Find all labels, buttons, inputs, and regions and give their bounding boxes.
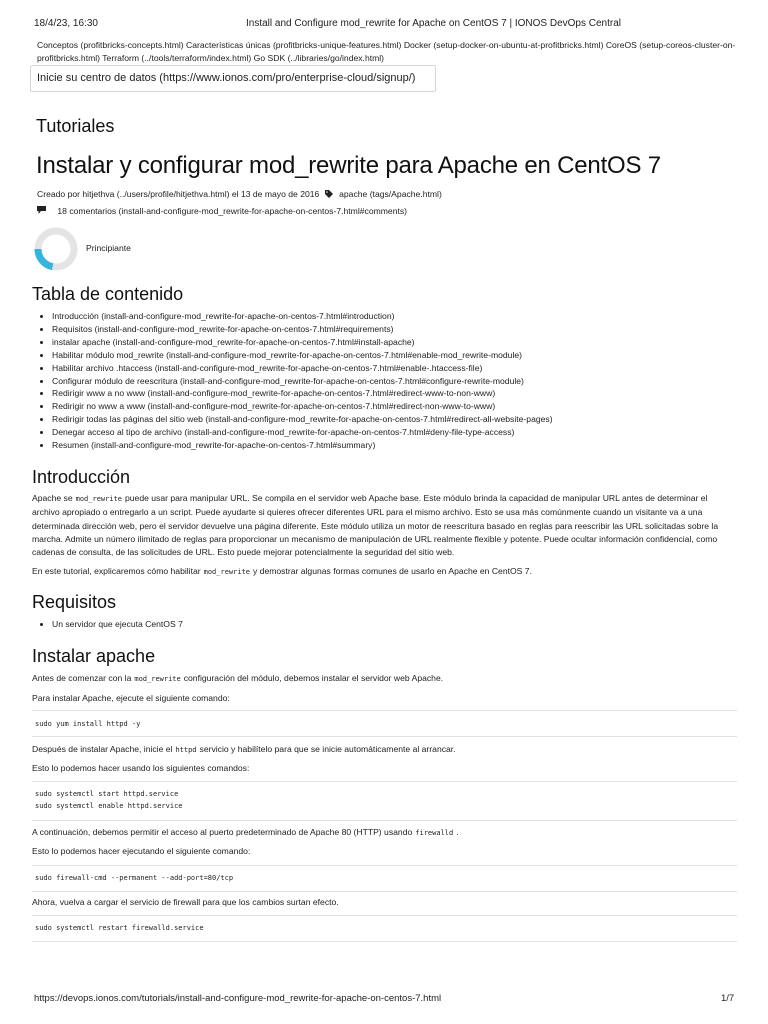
install-paragraph: A continuación, debemos permitir el acceso al puerto predeterminado de Apache 80 (HTTP) usando firewalld . [32, 827, 459, 837]
install-paragraph: Después de instalar Apache, inicie el httpd servicio y habilítelo para que se inicie automáticamente al arrancar. [32, 744, 456, 754]
signup-button[interactable] [30, 65, 436, 92]
toc-item[interactable]: • Introducción (install-and-configure-mod_rewrite-for-apache-on-centos-7.html#introduction) [52, 310, 553, 323]
section-kicker: Tutoriales [36, 116, 115, 136]
inline-code: mod_rewrite [134, 675, 181, 683]
install-paragraph: Ahora, vuelva a cargar el servicio de firewall para que los cambios surtan efecto. [32, 897, 339, 907]
difficulty-gauge [34, 227, 78, 276]
difficulty-arc [38, 249, 53, 267]
toc-item[interactable]: • Redirigir no www a www (install-and-configure-mod_rewrite-for-apache-on-centos-7.html#redirect-non-www-to-www) [52, 400, 553, 413]
signup-label: Inicie su centro de datos (https://www.ionos.com/pro/enterprise-cloud/signup/) [37, 72, 416, 84]
nav-link-features[interactable]: Características únicas (profitbricks-unique-features.html) [186, 40, 402, 50]
intro-paragraph-2: En este tutorial, explicaremos cómo habilitar mod_rewrite y demostrar algunas formas comunes de usarlo en Apache en CentOS 7. [32, 566, 532, 576]
nav-link-go-sdk[interactable]: Go SDK (../libraries/go/index.html) [253, 52, 385, 63]
print-datetime: 18/4/23, 16:30 [34, 18, 98, 29]
toc-item[interactable]: • Redirigir todas las páginas del sitio web (install-and-configure-mod_rewrite-for-apache-on-centos-7.html#redirect-all-website-pages) [52, 413, 553, 426]
code-block: sudo systemctl restart firewalld.service [32, 915, 737, 942]
author-link[interactable]: Creado por hitjethva (../users/profile/hitjethva.html) el 13 de mayo de 2016 [37, 189, 320, 199]
toc-item[interactable]: • Habilitar módulo mod_rewrite (install-and-configure-mod_rewrite-for-apache-on-centos-7.html#enable-mod_rewrite-module) [52, 349, 553, 362]
table-of-contents [37, 310, 553, 452]
install-paragraph: Esto lo podemos hacer ejecutando el siguiente comando: [32, 846, 251, 856]
code-block: sudo yum install httpd -y [32, 710, 737, 737]
inline-code: mod_rewrite [203, 568, 250, 576]
toc-heading: Tabla de contenido [32, 284, 184, 304]
inline-code: firewalld [415, 829, 454, 837]
code-block: sudo systemctl start httpd.service sudo systemctl enable httpd.service [32, 781, 737, 821]
nav-links [37, 39, 737, 64]
print-title: Install and Configure mod_rewrite for Apache on CentOS 7 | IONOS DevOps Central [246, 18, 621, 29]
nav-link-concepts[interactable]: Conceptos (profitbricks-concepts.html) [37, 40, 184, 50]
comment-icon [37, 206, 46, 213]
intro-heading: Introducción [32, 467, 131, 487]
toc-item[interactable]: • Configurar módulo de reescritura (install-and-configure-mod_rewrite-for-apache-on-centos-7.html#configure-rewrite-module) [52, 375, 553, 388]
list-item: • Un servidor que ejecuta CentOS 7 [52, 619, 183, 629]
tag-link[interactable]: apache (tags/Apache.html) [339, 189, 442, 199]
toc-item[interactable]: • Denegar acceso al tipo de archivo (install-and-configure-mod_rewrite-for-apache-on-centos-7.html#deny-file-type-access) [52, 426, 553, 439]
page-number: 1/7 [721, 993, 735, 1004]
article-meta [37, 189, 442, 199]
inline-code: mod_rewrite [75, 495, 122, 503]
page-title: Instalar y configurar mod_rewrite para Apache en CentOS 7 [36, 152, 661, 179]
toc-item[interactable]: • Resumen (install-and-configure-mod_rewrite-for-apache-on-centos-7.html#summary) [52, 439, 553, 452]
toc-item[interactable]: • Requisitos (install-and-configure-mod_rewrite-for-apache-on-centos-7.html#requirements) [52, 323, 553, 336]
nav-link-docker[interactable]: Docker (setup-docker-on-ubuntu-at-profitbricks.html) [403, 40, 604, 50]
nav-link-coreos[interactable]: CoreOS (setup-coreos-cluster-on-profitbricks.html) [37, 40, 736, 63]
nav-link-terraform[interactable]: Terraform (../tools/terraform/index.html) [102, 52, 252, 63]
difficulty-label: Principiante [86, 243, 131, 253]
install-paragraph: Para instalar Apache, ejecute el siguiente comando: [32, 693, 230, 703]
install-heading: Instalar apache [32, 646, 156, 666]
tag-icon [325, 190, 333, 198]
toc-item[interactable]: • Redirigir www a no www (install-and-configure-mod_rewrite-for-apache-on-centos-7.html#redirect-www-to-non-www) [52, 387, 553, 400]
comments-row [37, 206, 407, 216]
toc-item[interactable]: • instalar apache (install-and-configure-mod_rewrite-for-apache-on-centos-7.html#install-apache) [52, 336, 553, 349]
requirements-list [37, 619, 183, 629]
inline-code: httpd [175, 746, 197, 754]
print-url: https://devops.ionos.com/tutorials/install-and-configure-mod_rewrite-for-apache-on-centos-7.html [34, 993, 442, 1004]
code-block: sudo firewall-cmd --permanent --add-port=80/tcp [32, 865, 737, 892]
requirements-heading: Requisitos [32, 592, 117, 612]
comments-link[interactable]: 18 comentarios (install-and-configure-mod_rewrite-for-apache-on-centos-7.html#comments) [57, 206, 408, 216]
install-paragraph: Esto lo podemos hacer usando los siguientes comandos: [32, 763, 250, 773]
install-paragraph: Antes de comenzar con la mod_rewrite configuración del módulo, debemos instalar el servidor web Apache. [32, 673, 444, 683]
intro-paragraph: Apache se mod_rewrite puede usar para manipular URL. Se compila en el servidor web Apache base. Este módulo brinda la capacidad de manipular URL antes de determinar el archivo apropiado o entregarlo a un script. Puede ayudarte si quieres ofrecer diferentes URL para el mismo archivo. Esto se usa más comúnmente cuando un visitante va a una determinada dirección web, pero el servidor devuelve una página diferente. Este módulo utiliza un motor de reescritura basado en reglas para reescribir las URL solicitadas sobre la marcha. Admite un número ilimitado de reglas para proporcionar un mecanismo de manipulación de URL realmente flexible y potente. Puede ocultar información confidencial, como cadenas de consulta, de las solicitudes de URL. Esto puede mejorar potencialmente la seguridad del sitio web. [32, 493, 719, 558]
toc-item[interactable]: • Habilitar archivo .htaccess (install-and-configure-mod_rewrite-for-apache-on-centos-7.html#enable-.htaccess-file) [52, 362, 553, 375]
